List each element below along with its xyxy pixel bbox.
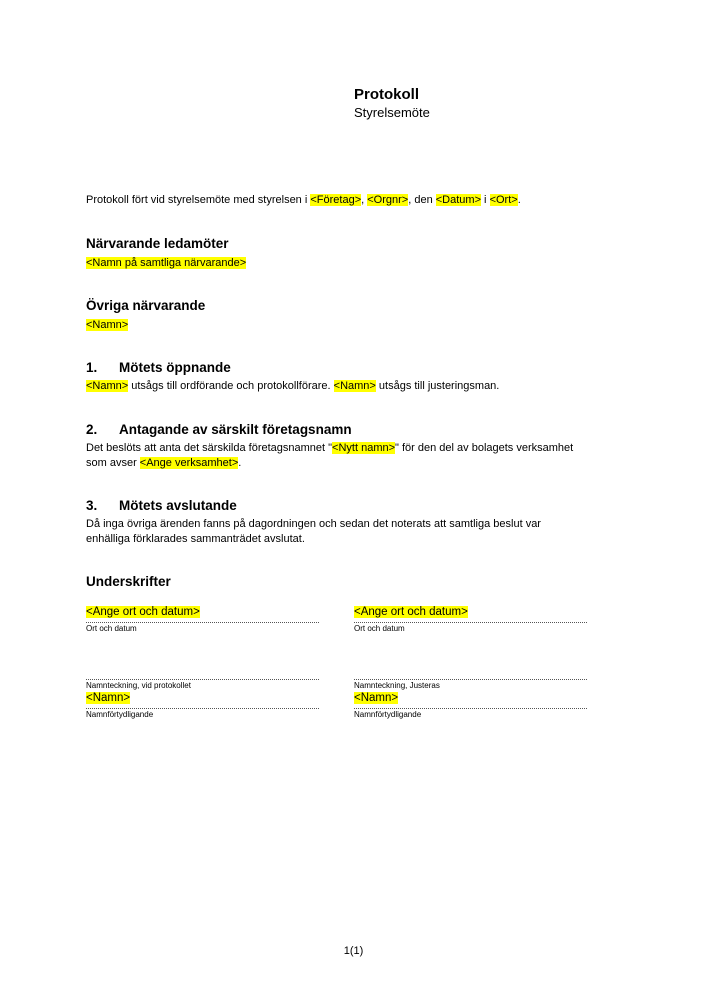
placeholder-namn: <Namn> <box>86 319 129 331</box>
ovriga-value <box>86 318 128 333</box>
placeholder-ort-datum: <Ange ort och datum> <box>86 606 200 618</box>
heading-underskrifter: Underskrifter <box>86 574 171 589</box>
intro-paragraph <box>86 194 521 206</box>
heading-section-2 <box>86 422 352 437</box>
section-2-text <box>86 441 573 471</box>
section-1-text-part: utsågs till ordförande och protokollförare. <box>128 380 334 392</box>
sig-right-name-line <box>354 708 587 709</box>
sig-right-name <box>354 692 398 704</box>
sig-left-name <box>86 692 130 704</box>
placeholder-nytt-namn: <Nytt namn> <box>332 442 396 454</box>
section-3-text <box>86 517 541 547</box>
section-2-number: 2. <box>86 422 98 437</box>
placeholder-datum: <Datum> <box>435 194 481 206</box>
sig-left-signature-caption: Namnteckning, vid protokollet <box>86 681 191 690</box>
section-2-title: Antagande av särskilt företagsnamn <box>119 422 352 437</box>
placeholder-namn: <Namn> <box>86 380 129 392</box>
heading-ovriga: Övriga närvarande <box>86 298 206 313</box>
placeholder-ort-datum: <Ange ort och datum> <box>354 606 468 618</box>
section-3-line-2: enhälliga förklarades sammanträdet avslutat. <box>86 533 305 545</box>
page-number: 1(1) <box>343 945 364 957</box>
intro-sep: , den <box>408 194 436 206</box>
sig-left-signature-line <box>86 679 319 680</box>
sig-right-name-caption: Namnförtydligande <box>354 710 422 719</box>
section-3-line-1: Då inga övriga ärenden fanns på dagordningen och sedan det noterats att samtliga beslut var <box>86 518 541 530</box>
sig-left-ort-datum <box>86 606 200 618</box>
heading-narvarande: Närvarande ledamöter <box>86 236 229 251</box>
placeholder-namn-samtliga: <Namn på samtliga närvarande> <box>86 257 247 269</box>
placeholder-namn: <Namn> <box>354 692 399 704</box>
heading-section-1 <box>86 360 231 375</box>
section-3-title: Mötets avslutande <box>119 498 237 513</box>
placeholder-namn: <Namn> <box>333 380 376 392</box>
placeholder-orgnr: <Orgnr> <box>367 194 409 206</box>
sig-right-ort-datum <box>354 606 468 618</box>
placeholder-ort: <Ort> <box>489 194 518 206</box>
section-1-text <box>86 379 499 394</box>
sig-left-ort-datum-line <box>86 622 319 623</box>
sig-left-ort-datum-caption: Ort och datum <box>86 624 137 633</box>
section-2-line-2 <box>86 456 573 471</box>
sig-right-ort-datum-line <box>354 622 587 623</box>
intro-end: . <box>517 194 521 206</box>
section-1-number: 1. <box>86 360 98 375</box>
section-2-text-part: . <box>238 457 242 469</box>
document-title: Protokoll <box>354 86 420 103</box>
sig-right-signature-line <box>354 679 587 680</box>
section-1-title: Mötets öppnande <box>119 360 231 375</box>
heading-section-3 <box>86 498 237 513</box>
sig-left-name-caption: Namnförtydligande <box>86 710 154 719</box>
section-3-number: 3. <box>86 498 98 513</box>
sig-right-signature-caption: Namnteckning, Justeras <box>354 681 440 690</box>
intro-text: Protokoll fört vid styrelsemöte med styrelsen i <box>86 194 311 206</box>
placeholder-foretag: <Företag> <box>310 194 362 206</box>
intro-sep: i <box>481 194 490 206</box>
sig-left-name-line <box>86 708 319 709</box>
intro-sep: , <box>361 194 368 206</box>
section-2-line-1 <box>86 441 573 456</box>
section-2-text-part: Det beslöts att anta det särskilda företagsnamnet " <box>86 442 333 454</box>
section-2-text-part: " för den del av bolagets verksamhet <box>395 442 574 454</box>
placeholder-verksamhet: <Ange verksamhet> <box>139 457 239 469</box>
placeholder-namn: <Namn> <box>86 692 131 704</box>
document-subtitle: Styrelsemöte <box>354 105 430 120</box>
section-1-text-part: utsågs till justeringsman. <box>375 380 500 392</box>
sig-right-ort-datum-caption: Ort och datum <box>354 624 405 633</box>
section-2-text-part: som avser <box>86 457 140 469</box>
narvarande-value <box>86 256 246 271</box>
